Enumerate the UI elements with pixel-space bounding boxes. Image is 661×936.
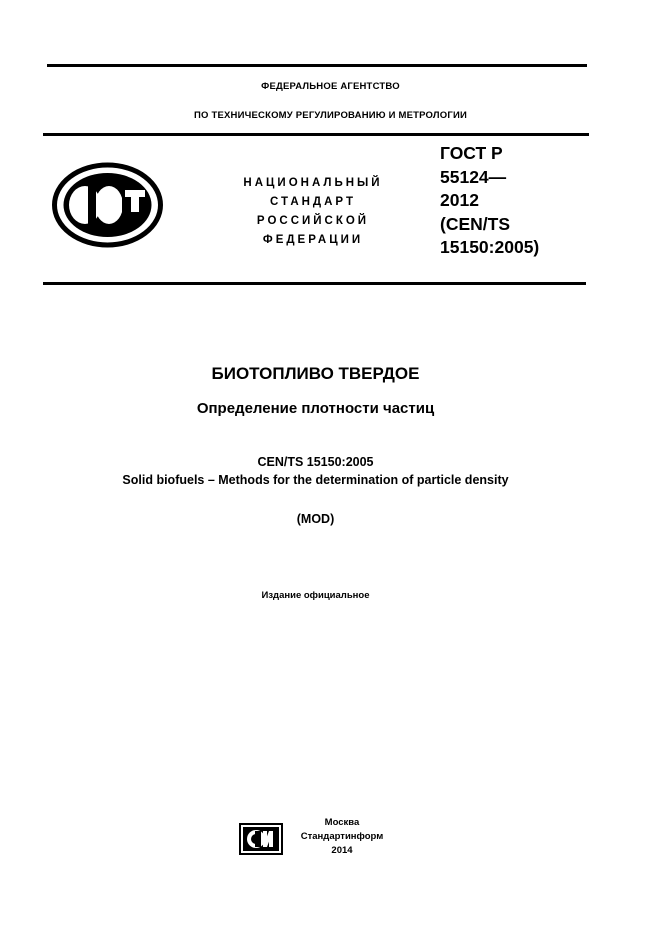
publisher-year: 2014 bbox=[331, 845, 353, 856]
header-top-rule bbox=[43, 133, 589, 136]
designation-line-1: ГОСТ Р bbox=[440, 143, 503, 163]
standard-type-line-2: СТАНДАРТ bbox=[270, 196, 356, 208]
reference-english-title: Solid biofuels – Methods for the determination of particle density bbox=[122, 473, 509, 487]
publisher-city: Москва bbox=[324, 817, 360, 828]
reference-code: CEN/TS 15150:2005 bbox=[257, 455, 374, 469]
standard-type-line-1: НАЦИОНАЛЬНЫЙ bbox=[243, 177, 383, 189]
agency-line-2: ПО ТЕХНИЧЕСКОМУ РЕГУЛИРОВАНИЮ И МЕТРОЛОГИИ bbox=[194, 110, 467, 121]
edition-note: Издание официальное bbox=[261, 590, 370, 601]
modification-note: (MOD) bbox=[296, 512, 335, 526]
standartinform-logo-icon bbox=[239, 823, 283, 855]
designation-line-5: 15150:2005) bbox=[440, 237, 540, 257]
publisher-block bbox=[290, 816, 394, 858]
standard-type-line-4: ФЕДЕРАЦИИ bbox=[262, 234, 364, 246]
designation-line-2: 55124— bbox=[440, 166, 507, 187]
standard-type-line-3: РОССИЙСКОЙ bbox=[256, 215, 370, 227]
header-bottom-rule bbox=[43, 282, 586, 285]
designation-line-4: (CEN/TS bbox=[440, 213, 510, 234]
standard-designation bbox=[440, 142, 640, 260]
document-subtitle: Определение плотности частиц bbox=[196, 400, 435, 417]
top-rule bbox=[47, 64, 587, 67]
designation-line-3: 2012 bbox=[440, 190, 479, 210]
document-title: БИОТОПЛИВО ТВЕРДОЕ bbox=[211, 364, 420, 383]
rst-certification-mark-icon bbox=[52, 162, 163, 248]
standard-type-block bbox=[228, 174, 398, 250]
agency-line-1: ФЕДЕРАЛЬНОЕ АГЕНТСТВО bbox=[261, 81, 400, 92]
publisher-name: Стандартинформ bbox=[300, 831, 384, 842]
